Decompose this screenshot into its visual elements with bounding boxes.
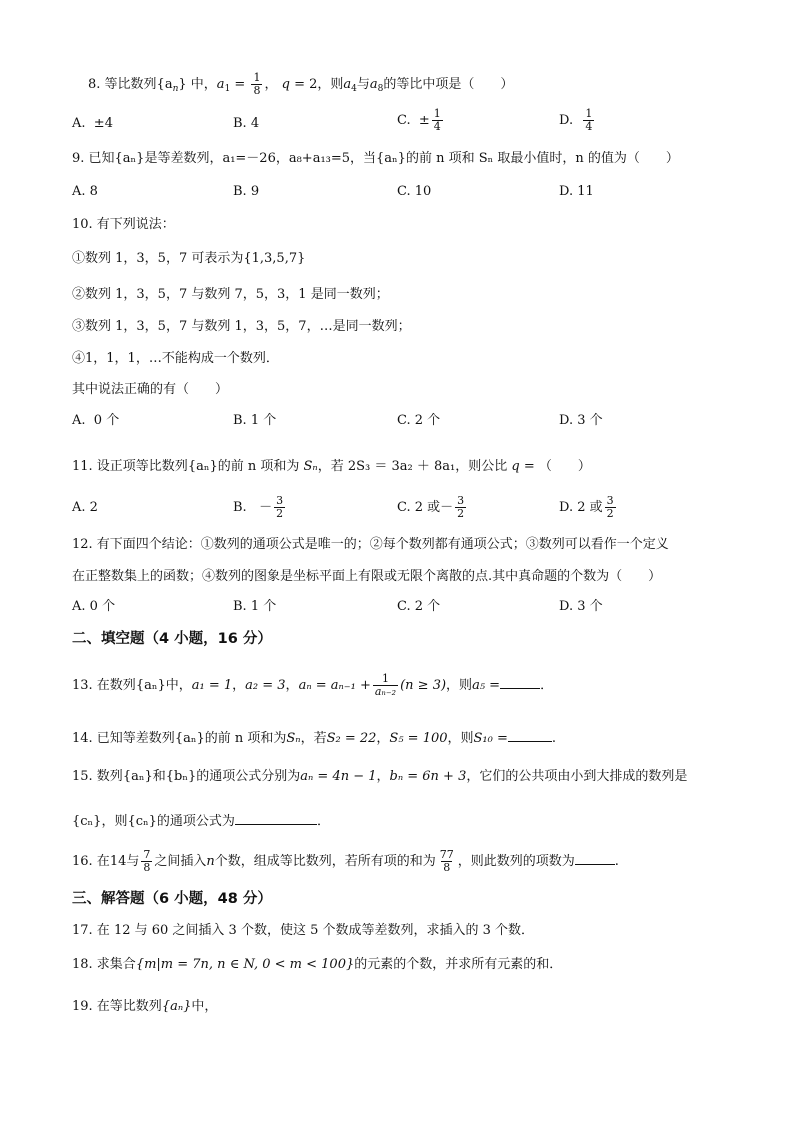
- question-15-line-1: 15. 数列{aₙ}和{bₙ}的通项公式分别为aₙ = 4n − 1，bₙ = 6n + 3，它们的公共项由小到大排成的数列是: [72, 769, 688, 784]
- fraction: $\frac{3}{2}$: [276, 494, 284, 520]
- statement-4: ④1，1，1，…不能构成一个数列．: [72, 351, 279, 366]
- fraction: $\frac{3}{2}$: [457, 494, 465, 520]
- section-heading-solutions: 三、解答题（6 小题，48 分）: [72, 891, 272, 907]
- option-b[interactable]: B. 1 个: [233, 599, 277, 614]
- option-b[interactable]: B. 1 个: [233, 413, 277, 428]
- question-12-line-1: 12. 有下面四个结论：①数列的通项公式是唯一的；②每个数列都有通项公式；③数列可以看作一个定义: [72, 537, 669, 552]
- answer-blank[interactable]: [500, 676, 540, 689]
- option-d[interactable]: D. 2 或 $\frac{3}{2}$: [559, 494, 614, 520]
- option-c[interactable]: C. 2 个: [397, 599, 441, 614]
- question-10-ask: 其中说法正确的有（ ）: [72, 382, 229, 397]
- question-8-stem: 8. 等比数列$\{a_n\}$ 中，$a_1$ = $\frac{1}{8}$ ， q = 2，则$a_4$与$a_8$的等比中项是（ ）: [88, 71, 514, 97]
- fraction: $\frac{7}{8}$: [143, 848, 151, 874]
- answer-blank[interactable]: [235, 812, 317, 825]
- option-a[interactable]: A. ±4: [72, 116, 113, 131]
- option-a[interactable]: A. 8: [72, 184, 98, 199]
- option-c[interactable]: C. ± $\frac{1}{4}$: [397, 107, 441, 133]
- fraction: $\frac{1}{8}$: [253, 71, 261, 97]
- question-14-stem: 14. 已知等差数列{aₙ}的前 n 项和为Sₙ，若S₂ = 22，S₅ = 100，则S₁₀ = .: [72, 731, 557, 746]
- option-c[interactable]: C. 10: [397, 184, 432, 199]
- question-13-stem: 13. 在数列{aₙ}中，a₁ = 1，a₂ = 3，aₙ = aₙ₋₁ + $\frac{1}{\text{aₙ₋₂}}$ (n ≥ 3)，则a₅ = ．: [72, 672, 554, 698]
- statement-3: ③数列 1，3，5，7 与数列 1，3，5，7，…是同一数列；: [72, 319, 411, 334]
- option-d[interactable]: D. 3 个: [559, 413, 603, 428]
- option-d[interactable]: D. $\frac{1}{4}$: [559, 107, 593, 133]
- fraction: $\frac{1}{4}$: [433, 107, 441, 133]
- option-d[interactable]: D. 11: [559, 184, 594, 199]
- question-15-line-2: {cₙ}，则{cₙ}的通项公式为 ．: [72, 814, 330, 829]
- question-9-stem: 9. 已知{aₙ}是等差数列，a₁=－26，a₈+a₁₃=5，当{aₙ}的前 n 项和 Sₙ 取最小值时，n 的值为（ ）: [72, 151, 679, 166]
- question-19-stem: 19. 在等比数列{aₙ}中，: [72, 999, 218, 1014]
- option-b[interactable]: B. 4: [233, 116, 260, 131]
- option-d[interactable]: D. 3 个: [559, 599, 603, 614]
- option-a[interactable]: A. 0 个: [72, 599, 116, 614]
- answer-blank[interactable]: [508, 729, 552, 742]
- option-b[interactable]: B. － $\frac{3}{2}$: [233, 494, 284, 520]
- section-heading-fill-in: 二、填空题（4 小题，16 分）: [72, 631, 272, 647]
- fraction: $\frac{3}{2}$: [606, 494, 614, 520]
- fraction: $\frac{1}{4}$: [585, 107, 593, 133]
- option-c[interactable]: C. 2 或－ $\frac{3}{2}$: [397, 494, 465, 520]
- fraction: $\frac{1}{\text{aₙ₋₂}}$: [374, 672, 397, 698]
- option-a[interactable]: A. 2: [72, 500, 98, 515]
- question-11-stem: 11. 设正项等比数列{aₙ}的前 n 项和为 Sₙ，若 2S₃ ＝ 3a₂ ＋ 8a₁，则公比 q = （ ）: [72, 459, 591, 474]
- statement-1: ①数列 1，3，5，7 可表示为{1,3,5,7}: [72, 251, 306, 266]
- question-17-stem: 17. 在 12 与 60 之间插入 3 个数，使这 5 个数成等差数列，求插入的 3 个数．: [72, 923, 535, 938]
- option-a[interactable]: A. 0 个: [72, 413, 120, 428]
- answer-blank[interactable]: [575, 852, 615, 865]
- question-12-line-2: 在正整数集上的函数；④数列的图象是坐标平面上有限或无限个离散的点.其中真命题的个数为（ ）: [72, 569, 662, 584]
- option-b[interactable]: B. 9: [233, 184, 260, 199]
- question-18-stem: 18. 求集合{m|m = 7n, n ∈ N, 0 < m < 100}的元素的个数，并求所有元素的和．: [72, 957, 563, 972]
- option-c[interactable]: C. 2 个: [397, 413, 441, 428]
- question-16-stem: 16. 在14与 $\frac{7}{8}$ 之间插入n个数，组成等比数列，若所有项的和为 $\frac{77}{8}$ ，则此数列的项数为 .: [72, 848, 619, 874]
- statement-2: ②数列 1，3，5，7 与数列 7，5，3，1 是同一数列；: [72, 287, 389, 302]
- question-10-stem: 10. 有下列说法：: [72, 217, 175, 232]
- fraction: $\frac{77}{8}$: [439, 848, 454, 874]
